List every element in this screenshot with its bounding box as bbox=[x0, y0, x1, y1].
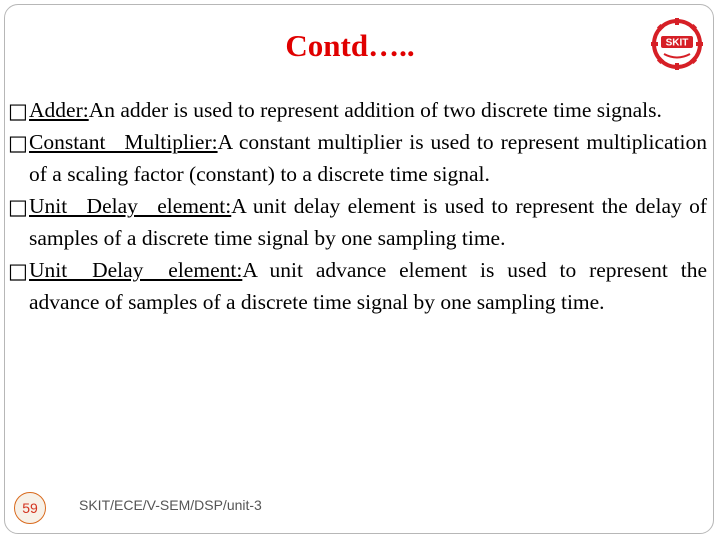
checkbox-bullet-icon: □ bbox=[8, 259, 28, 283]
description-unit-delay: A unit delay element is used to represent the delay of samples of a discrete time signal by one sampling time. bbox=[29, 194, 707, 250]
term-adder: Adder: bbox=[29, 98, 89, 122]
description-adder: An adder is used to represent addition of two discrete time signals. bbox=[88, 98, 662, 122]
term-constant-multiplier: Constant Multiplier: bbox=[29, 130, 218, 154]
skit-gear-logo-icon bbox=[651, 18, 703, 70]
term-unit-delay: Unit Delay element: bbox=[29, 194, 232, 218]
bullet-item-unit-advance bbox=[8, 254, 707, 318]
checkbox-bullet-icon: □ bbox=[8, 99, 28, 123]
footer-text: SKIT/ECE/V-SEM/DSP/unit-3 bbox=[79, 497, 262, 513]
page-number: 59 bbox=[14, 492, 46, 524]
bullet-item-constant-multiplier bbox=[8, 126, 707, 190]
checkbox-bullet-icon: □ bbox=[8, 131, 28, 155]
description-constant-multiplier: A constant multiplier is used to represent multiplication of a scaling factor (constant) to a discrete time signal. bbox=[29, 130, 707, 186]
slide-title: Contd….. bbox=[285, 28, 415, 63]
description-unit-advance: A unit advance element is used to represent the advance of samples of a discrete time signal by one sampling time. bbox=[29, 258, 707, 314]
bullet-list bbox=[8, 94, 707, 318]
bullet-item-adder bbox=[8, 94, 707, 126]
bullet-item-unit-delay bbox=[8, 190, 707, 254]
term-unit-advance: Unit Delay element: bbox=[29, 258, 243, 282]
svg-text:SKIT: SKIT bbox=[665, 37, 689, 49]
checkbox-bullet-icon: □ bbox=[8, 195, 28, 219]
